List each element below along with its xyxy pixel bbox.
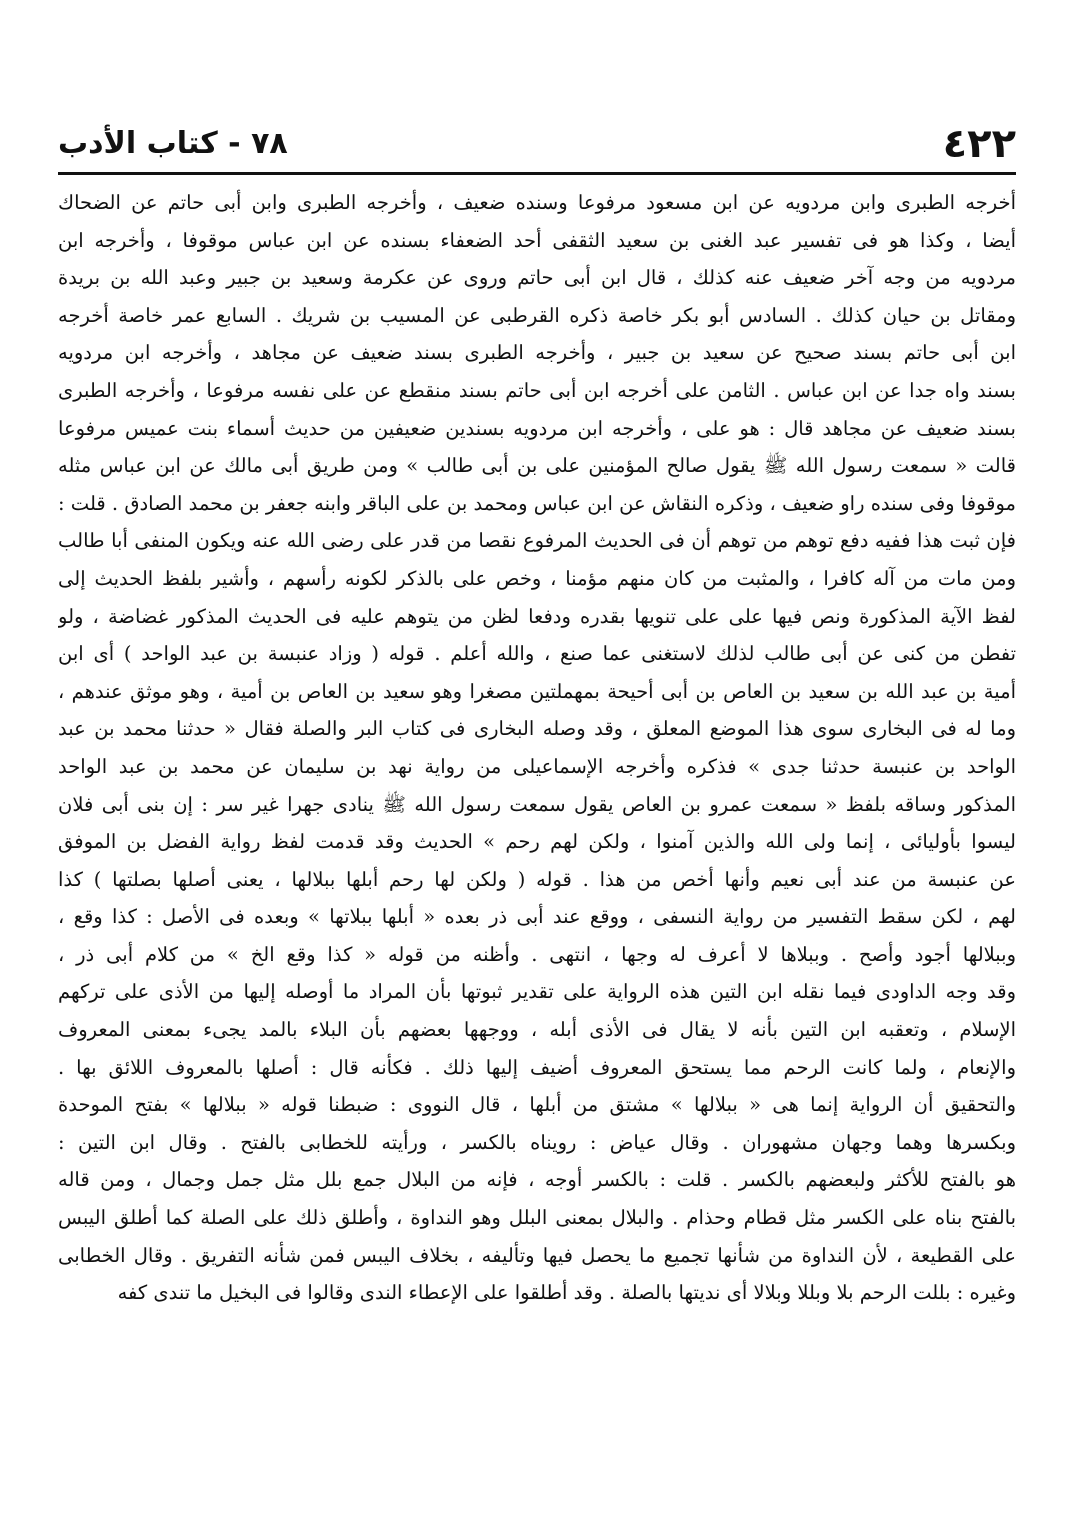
header-divider xyxy=(58,172,1016,175)
text-line: الواحد بن عنبسة حدثنا جدى » فذكره وأخرجه الإسماعيلى من رواية نهد بن سليمان عن محمد بن عبد الواحد xyxy=(58,754,1016,778)
text-line: وما له فى البخارى سوى هذا الموضع المعلق ، وقد وصله البخارى فى كتاب البر والصلة فقال « حدثنا محمد بن عبد xyxy=(58,717,1016,741)
text-line: المذكور وساقه بلفظ « سمعت عمرو بن العاص يقول سمعت رسول الله ﷺ ينادى جهرا غير سر : إن بنى أبى فلان xyxy=(58,792,1016,816)
text-line: هو بالفتح للأكثر ولبعضهم بالكسر . قلت : بالكسر أوجه ، فإنه من البلال جمع بلل مثل جمل وجمال ، ومن قاله xyxy=(58,1168,1016,1192)
text-line: بسند واه جدا عن ابن عباس . الثامن على أخرجه ابن أبى حاتم بسند منقطع عن على نفسه مرفوعا ، وأخرجه الطبرى xyxy=(58,378,1016,402)
running-head: ٧٨ - كتاب الأدب xyxy=(58,126,288,161)
text-line: لفظ الآية المذكورة ونص فيها على على تنويها بقدره ودفعا لظن من يتوهم عليه فى الحديث المذكور غضاضة ، ولو xyxy=(58,604,1016,628)
text-line: فإن ثبت هذا ففيه دفع توهم من توهم أن فى الحديث المرفوع نقصا من قدر على رضى الله عنه ويكون المنفى أبا طالب xyxy=(58,529,1016,553)
text-line: الإسلام ، وتعقبه ابن التين بأنه لا يقال فى الأذى أبله ، ووجهها بعضهم بأن البلاء بالمد يجىء بمعنى المعروف xyxy=(58,1018,1016,1042)
text-line: على القطيعة ، لأن النداوة من شأنها تجميع ما يحصل فيها وتأليفه ، بخلاف اليبس فمن شأنه التفريق . وقال الخطابى xyxy=(58,1243,1016,1267)
text-line: ليسوا بأوليائى ، إنما ولى الله والذين آمنوا ، ولكن لهم رحم » الحديث وقد قدمت لفظ رواية الفضل بن الموفق xyxy=(58,830,1016,854)
text-line: عن عنبسة من عند أبى نعيم وأنها أخص من هذا . قوله ( ولكن لها رحم أبلها ببلالها ، يعنى أصلها بصلتها ) كذا xyxy=(58,867,1016,891)
text-line: ابن أبى حاتم بسند صحيح عن سعيد بن جبير ، وأخرجه الطبرى بسند ضعيف عن مجاهد ، وأخرجه ابن مردويه xyxy=(58,341,1016,365)
text-line: موقوفا وفى سنده راو ضعيف ، وذكره النقاش عن ابن عباس ومحمد بن على الباقر وابنه جعفر بن محمد الصادق . قلت : xyxy=(58,491,1016,515)
text-line: أخرجه الطبرى وابن مردويه عن ابن مسعود مرفوعا وسنده ضعيف ، وأخرجه الطبرى وابن أبى حاتم عن الضحاك xyxy=(58,191,1016,214)
text-line: ومن مات من آله كافرا ، والمثبت من كان منهم مؤمنا ، وخص على بالذكر لكونه رأسهم ، وأشير بلفظ الحديث إلى xyxy=(58,566,1016,590)
text-line: وبكسرها وهما وجهان مشهوران . وقال عياض : رويناه بالكسر ، ورأيته للخطابى بالفتح . وقال ابن التين : xyxy=(58,1130,1016,1154)
text-line: بسند ضعيف عن مجاهد قال : هو على ، وأخرجه ابن مردويه بسندين ضعيفين من حديث أسماء بنت عميس مرفوعا xyxy=(58,416,1016,440)
text-line: وغيره : بللت الرحم بلا وبللا وبلالا أى نديتها بالصلة . وقد أطلقوا على الإعطاء الندى وقالوا فى البخيل ما تندى كفه xyxy=(117,1281,1016,1305)
text-line: وببلالها أجود وأصح . وببلاها لا أعرف له وجها ، انتهى . وأظنه من قوله « كذا وقع الخ » من كلام أبى ذر ، xyxy=(58,942,1016,966)
text-line: ومقاتل بن حيان كذلك . السادس أبو بكر خاصة ذكره القرطبى عن المسيب بن شريك . السابع عمر خاصة أخرجه xyxy=(58,303,1016,327)
text-line: قالت « سمعت رسول الله ﷺ يقول صالح المؤمنين على بن أبى طالب » ومن طريق أبى مالك عن ابن عباس مثله xyxy=(58,454,1016,478)
text-line: والتحقيق أن الرواية إنما هى « ببلالها » مشتق من أبلها ، قال النووى : ضبطنا قوله « ببلالها » بفتح الموحدة xyxy=(58,1093,1016,1117)
text-line: لهم ، لكن سقط التفسير من رواية النسفى ، ووقع عند أبى ذر بعده « أبلها ببلاتها » وبعده فى الأصل : كذا وقع ، xyxy=(58,905,1016,929)
text-line: وقد وجه الداودى فيما نقله ابن التين هذه الرواية على تقدير ثبوتها بأن المراد ما أوصله إليها من الأذى على تركهم xyxy=(58,980,1016,1004)
text-line: أمية بن عبد الله بن سعيد بن العاص بن أبى أحيحة بمهملتين مصغرا وهو سعيد بن العاص بن أمية ، وهو موثق عندهم ، xyxy=(58,679,1016,703)
page-number: ٤٢٢ xyxy=(942,121,1016,167)
text-line: مردويه من وجه آخر ضعيف عنه كذلك ، قال ابن أبى حاتم وروى عن عكرمة وسعيد بن جبير وعبد الله بن بريدة xyxy=(58,266,1016,290)
body-text xyxy=(58,184,1016,1312)
text-line: أيضا ، وكذا هو فى تفسير عبد الغنى بن سعيد الثقفى أحد الضعفاء بسنده عن ابن عباس موقوفا ، وأخرجه ابن xyxy=(58,228,1016,252)
text-line: والإنعام ، ولما كانت الرحم مما يستحق المعروف أضيف إليها ذلك . فكأنه قال : أصلها بالمعروف اللائق بها . xyxy=(58,1055,1016,1079)
text-line: بالفتح بناه على الكسر مثل قطام وحذام . والبلال بمعنى البلل وهو النداوة ، وأطلق ذلك على الصلة كما أطلق اليبس xyxy=(58,1206,1016,1230)
text-line: تفطن من كنى عن أبى طالب لذلك لاستغنى عما صنع ، والله أعلم . قوله ( وزاد عنبسة بن عبد الواحد ) أى ابن xyxy=(58,642,1016,666)
page-header xyxy=(58,118,1016,170)
